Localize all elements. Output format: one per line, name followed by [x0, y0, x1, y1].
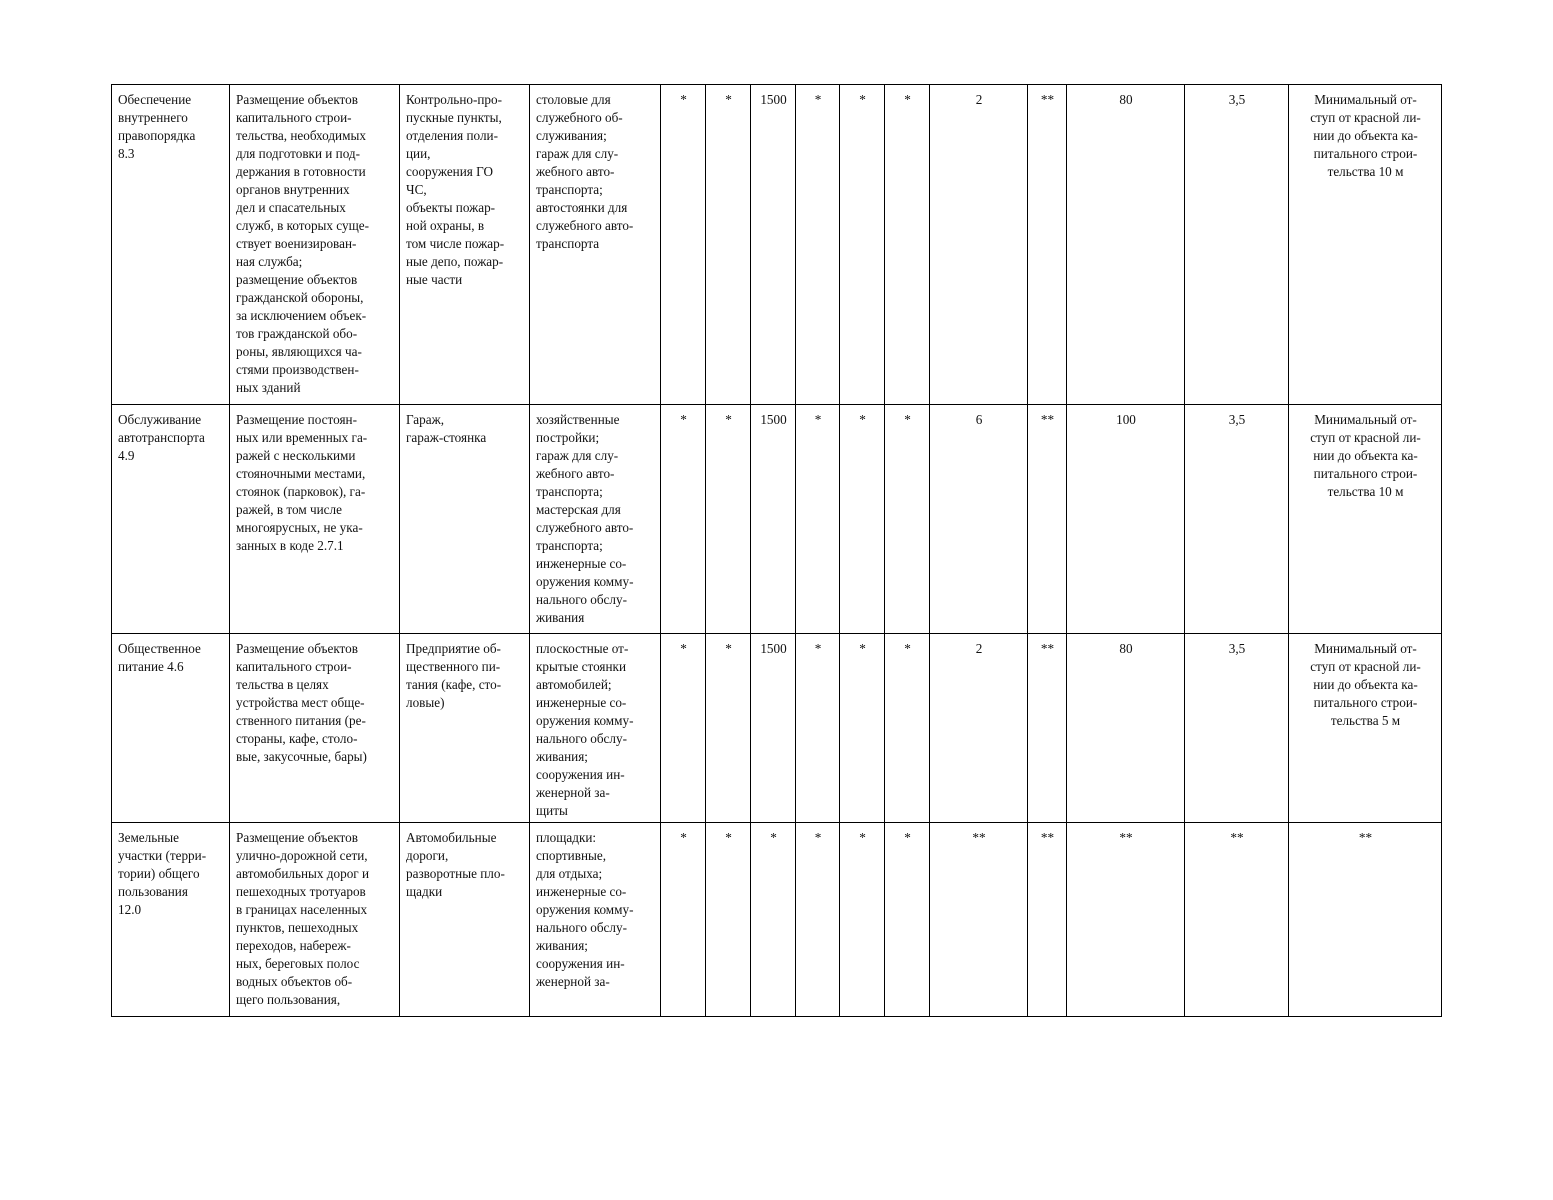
row-value-cell: 3,5	[1185, 85, 1289, 405]
cell-text-line: ных, береговых полос	[236, 956, 360, 971]
cell-text-line: разворотные пло-	[406, 866, 505, 881]
cell-text-line: **	[1358, 830, 1373, 845]
cell-text-line: для отдыха;	[536, 866, 603, 881]
row-auxiliary-cell	[530, 85, 661, 405]
cell-text-line: нии до объекта ка-	[1313, 677, 1418, 692]
row-value-cell: 2	[930, 634, 1028, 823]
row-value-cell: *	[840, 823, 885, 1017]
cell-text-line: ные депо, пожар-	[406, 254, 504, 269]
row-note-cell	[1289, 405, 1442, 634]
row-value-cell: 3,5	[1185, 634, 1289, 823]
cell-text-line: гражданской обороны,	[236, 290, 364, 305]
cell-text-line: тельства 5 м	[1330, 713, 1401, 728]
cell-text-line: крытые стоянки	[536, 659, 627, 674]
cell-text-line: тельства 10 м	[1327, 164, 1404, 179]
row-value-cell: *	[796, 823, 840, 1017]
row-main-objects-cell	[400, 405, 530, 634]
cell-text-line: объекты пожар-	[406, 200, 496, 215]
cell-text-line: Общественное	[118, 641, 201, 656]
cell-text-line: автомобилей;	[536, 677, 612, 692]
cell-text-line: ные части	[406, 272, 463, 287]
cell-text-line: живания;	[536, 938, 588, 953]
cell-text-line: Размещение объектов	[236, 830, 358, 845]
cell-text-line: питание 4.6	[118, 659, 184, 674]
cell-text-line: внутреннего	[118, 110, 188, 125]
cell-text-line: многоярусных, не ука-	[236, 520, 363, 535]
cell-text-line: сооружения ин-	[536, 956, 625, 971]
row-note-cell	[1289, 823, 1442, 1017]
cell-text-line: столовые для	[536, 92, 611, 107]
cell-text-line: занных в коде 2.7.1	[236, 538, 344, 553]
cell-text-line: пунктов, пешеходных	[236, 920, 359, 935]
cell-text-line: 12.0	[118, 902, 142, 917]
table-body	[112, 85, 1442, 1017]
row-value-cell: 100	[1067, 405, 1185, 634]
cell-text-line: постройки;	[536, 430, 600, 445]
row-name-cell	[112, 85, 230, 405]
cell-text-line: транспорта;	[536, 182, 603, 197]
row-value-cell: *	[661, 85, 706, 405]
cell-text-line: пользования	[118, 884, 188, 899]
cell-text-line: транспорта;	[536, 484, 603, 499]
cell-text-line: щего пользования,	[236, 992, 341, 1007]
cell-text-line: автотранспорта	[118, 430, 205, 445]
cell-text-line: тельства в целях	[236, 677, 329, 692]
row-value-cell: *	[885, 634, 930, 823]
table-row	[112, 823, 1442, 1017]
cell-text-line: Гараж,	[406, 412, 445, 427]
row-value-cell: *	[840, 405, 885, 634]
cell-text-line: ственного питания (ре-	[236, 713, 366, 728]
cell-text-line: в границах населенных	[236, 902, 368, 917]
cell-text-line: устройства мест обще-	[236, 695, 365, 710]
cell-text-line: 4.9	[118, 448, 135, 463]
cell-text-line: тельства 10 м	[1327, 484, 1404, 499]
cell-text-line: гараж для слу-	[536, 146, 619, 161]
cell-text-line: улично-дорожной сети,	[236, 848, 368, 863]
cell-text-line: хозяйственные	[536, 412, 620, 427]
cell-text-line: тельства, необходимых	[236, 128, 366, 143]
cell-text-line: ции,	[406, 146, 431, 161]
cell-text-line: пускные пункты,	[406, 110, 502, 125]
cell-text-line: питального строи-	[1313, 466, 1418, 481]
cell-text-line: ступ от красной ли-	[1310, 110, 1421, 125]
row-description-cell	[230, 823, 400, 1017]
cell-text-line: Автомобильные	[406, 830, 497, 845]
cell-text-line: ных или временных га-	[236, 430, 368, 445]
row-value-cell: **	[1028, 85, 1067, 405]
cell-text-line: роны, являющихся ча-	[236, 344, 362, 359]
cell-text-line: инженерные со-	[536, 695, 627, 710]
cell-text-line: Размещение постоян-	[236, 412, 357, 427]
cell-text-line: нии до объекта ка-	[1313, 448, 1418, 463]
cell-text-line: сооружения ГО	[406, 164, 493, 179]
row-description-cell	[230, 405, 400, 634]
row-value-cell: 1500	[751, 634, 796, 823]
cell-text-line: жебного авто-	[536, 466, 615, 481]
row-value-cell: *	[751, 823, 796, 1017]
cell-text-line: щиты	[536, 803, 568, 818]
cell-text-line: служебного об-	[536, 110, 623, 125]
row-value-cell: *	[706, 85, 751, 405]
cell-text-line: ной охраны, в	[406, 218, 485, 233]
cell-text-line: тории) общего	[118, 866, 200, 881]
cell-text-line: стоянок (парковок), га-	[236, 484, 366, 499]
cell-text-line: оружения комму-	[536, 902, 634, 917]
row-value-cell: *	[661, 405, 706, 634]
cell-text-line: органов внутренних	[236, 182, 350, 197]
row-value-cell: **	[1028, 823, 1067, 1017]
cell-text-line: участки (терри-	[118, 848, 207, 863]
cell-text-line: щадки	[406, 884, 443, 899]
row-description-cell	[230, 85, 400, 405]
cell-text-line: служебного авто-	[536, 520, 634, 535]
cell-text-line: Предприятие об-	[406, 641, 501, 656]
row-value-cell: 1500	[751, 405, 796, 634]
cell-text-line: служб, в которых суще-	[236, 218, 369, 233]
row-value-cell: 6	[930, 405, 1028, 634]
cell-text-line: дел и спасательных	[236, 200, 346, 215]
cell-text-line: размещение объектов	[236, 272, 358, 287]
row-value-cell: *	[885, 85, 930, 405]
cell-text-line: питального строи-	[1313, 146, 1418, 161]
cell-text-line: плоскостные от-	[536, 641, 629, 656]
cell-text-line: отделения поли-	[406, 128, 498, 143]
row-name-cell	[112, 634, 230, 823]
cell-text-line: нального обслу-	[536, 592, 627, 607]
cell-text-line: служебного авто-	[536, 218, 634, 233]
cell-text-line: держания в готовности	[236, 164, 366, 179]
land-use-regulations-table	[111, 84, 1442, 1017]
row-value-cell: **	[1067, 823, 1185, 1017]
cell-text-line: Земельные	[118, 830, 180, 845]
cell-text-line: сооружения ин-	[536, 767, 625, 782]
cell-text-line: капитального строи-	[236, 659, 352, 674]
row-value-cell: *	[796, 634, 840, 823]
cell-text-line: переходов, набереж-	[236, 938, 351, 953]
row-auxiliary-cell	[530, 823, 661, 1017]
row-auxiliary-cell	[530, 634, 661, 823]
table-row	[112, 634, 1442, 823]
cell-text-line: Контрольно-про-	[406, 92, 503, 107]
row-main-objects-cell	[400, 85, 530, 405]
cell-text-line: живания	[536, 610, 585, 625]
cell-text-line: женерной за-	[536, 785, 610, 800]
row-value-cell: *	[661, 634, 706, 823]
cell-text-line: ЧС,	[406, 182, 427, 197]
cell-text-line: транспорта	[536, 236, 600, 251]
cell-text-line: Минимальный от-	[1314, 412, 1417, 427]
row-description-cell	[230, 634, 400, 823]
row-note-cell	[1289, 634, 1442, 823]
cell-text-line: ловые)	[406, 695, 445, 710]
cell-text-line: вые, закусочные, бары)	[236, 749, 367, 764]
row-value-cell: **	[1028, 634, 1067, 823]
cell-text-line: дороги,	[406, 848, 449, 863]
cell-text-line: стояночными местами,	[236, 466, 366, 481]
cell-text-line: водных объектов об-	[236, 974, 353, 989]
cell-text-line: стями производствен-	[236, 362, 359, 377]
row-value-cell: *	[706, 634, 751, 823]
row-value-cell: *	[661, 823, 706, 1017]
cell-text-line: оружения комму-	[536, 574, 634, 589]
cell-text-line: ствует военизирован-	[236, 236, 357, 251]
row-value-cell: **	[1185, 823, 1289, 1017]
row-value-cell: **	[930, 823, 1028, 1017]
cell-text-line: оружения комму-	[536, 713, 634, 728]
row-note-cell	[1289, 85, 1442, 405]
cell-text-line: женерной за-	[536, 974, 610, 989]
cell-text-line: ражей, в том числе	[236, 502, 342, 517]
row-value-cell: 80	[1067, 85, 1185, 405]
cell-text-line: ступ от красной ли-	[1310, 430, 1421, 445]
row-value-cell: *	[885, 405, 930, 634]
cell-text-line: капитального строи-	[236, 110, 352, 125]
row-value-cell: *	[706, 405, 751, 634]
row-value-cell: **	[1028, 405, 1067, 634]
row-name-cell	[112, 405, 230, 634]
cell-text-line: Минимальный от-	[1314, 641, 1417, 656]
cell-text-line: нии до объекта ка-	[1313, 128, 1418, 143]
cell-text-line: Размещение объектов	[236, 92, 358, 107]
cell-text-line: автомобильных дорог и	[236, 866, 370, 881]
cell-text-line: ных зданий	[236, 380, 301, 395]
row-auxiliary-cell	[530, 405, 661, 634]
cell-text-line: правопорядка	[118, 128, 196, 143]
row-value-cell: *	[840, 85, 885, 405]
row-value-cell: *	[840, 634, 885, 823]
cell-text-line: питального строи-	[1313, 695, 1418, 710]
cell-text-line: ная служба;	[236, 254, 303, 269]
cell-text-line: гараж-стоянка	[406, 430, 487, 445]
row-value-cell: 2	[930, 85, 1028, 405]
cell-text-line: тания (кафе, сто-	[406, 677, 502, 692]
cell-text-line: жебного авто-	[536, 164, 615, 179]
row-value-cell: 1500	[751, 85, 796, 405]
cell-text-line: том числе пожар-	[406, 236, 505, 251]
cell-text-line: служивания;	[536, 128, 607, 143]
cell-text-line: живания;	[536, 749, 588, 764]
cell-text-line: тов гражданской обо-	[236, 326, 358, 341]
cell-text-line: пешеходных тротуаров	[236, 884, 366, 899]
cell-text-line: ражей с несколькими	[236, 448, 356, 463]
cell-text-line: за исключением объек-	[236, 308, 367, 323]
cell-text-line: мастерская для	[536, 502, 621, 517]
cell-text-line: Размещение объектов	[236, 641, 358, 656]
table-row	[112, 85, 1442, 405]
row-value-cell: *	[796, 85, 840, 405]
row-value-cell: *	[885, 823, 930, 1017]
cell-text-line: ступ от красной ли-	[1310, 659, 1421, 674]
cell-text-line: Обеспечение	[118, 92, 192, 107]
row-name-cell	[112, 823, 230, 1017]
row-main-objects-cell	[400, 823, 530, 1017]
cell-text-line: Обслуживание	[118, 412, 202, 427]
row-value-cell: 3,5	[1185, 405, 1289, 634]
cell-text-line: спортивные,	[536, 848, 607, 863]
cell-text-line: транспорта;	[536, 538, 603, 553]
cell-text-line: щественного пи-	[406, 659, 501, 674]
row-value-cell: 80	[1067, 634, 1185, 823]
cell-text-line: Минимальный от-	[1314, 92, 1417, 107]
cell-text-line: стораны, кафе, столо-	[236, 731, 358, 746]
cell-text-line: для подготовки и под-	[236, 146, 361, 161]
cell-text-line: гараж для слу-	[536, 448, 619, 463]
row-main-objects-cell	[400, 634, 530, 823]
cell-text-line: 8.3	[118, 146, 135, 161]
cell-text-line: площадки:	[536, 830, 597, 845]
cell-text-line: автостоянки для	[536, 200, 628, 215]
cell-text-line: нального обслу-	[536, 920, 627, 935]
row-value-cell: *	[706, 823, 751, 1017]
cell-text-line: нального обслу-	[536, 731, 627, 746]
table-row	[112, 405, 1442, 634]
cell-text-line: инженерные со-	[536, 556, 627, 571]
cell-text-line: инженерные со-	[536, 884, 627, 899]
row-value-cell: *	[796, 405, 840, 634]
